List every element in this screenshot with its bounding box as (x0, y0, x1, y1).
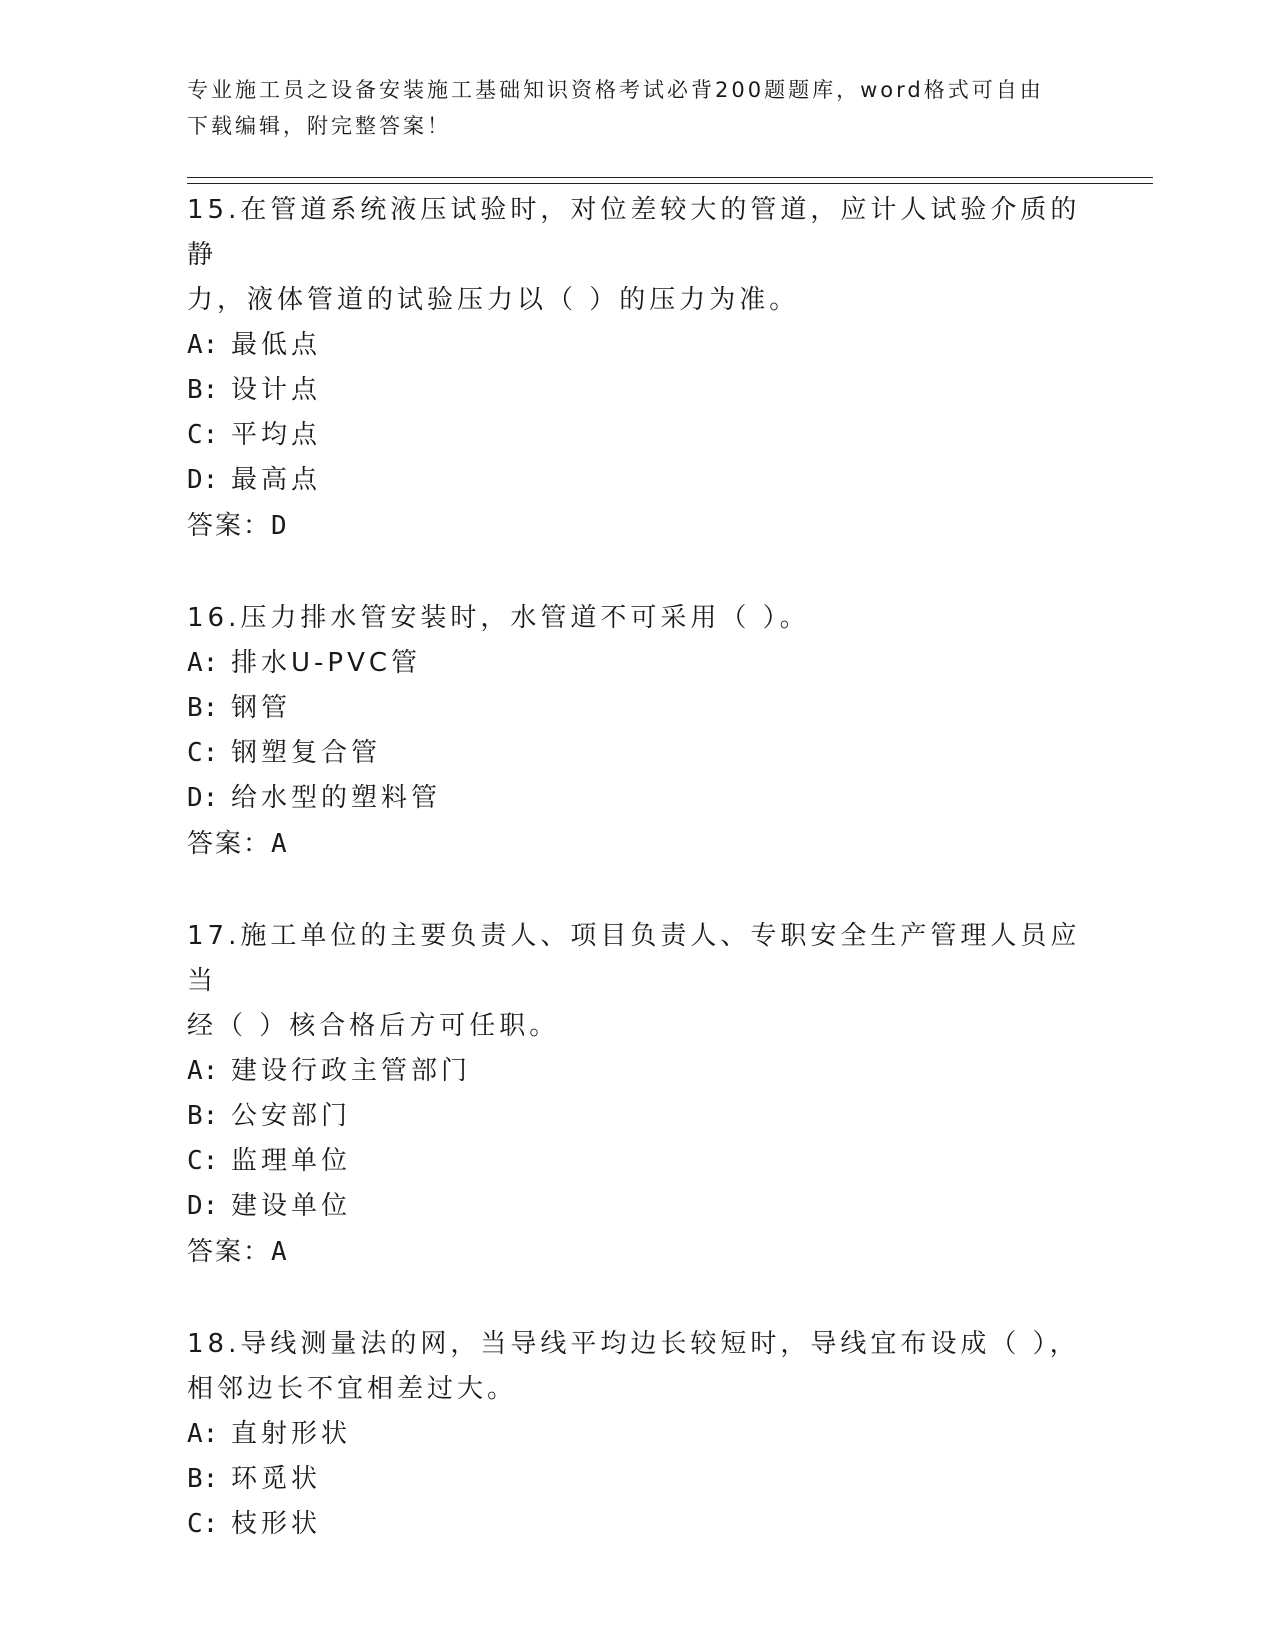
option-text: 给水型的塑料管 (231, 783, 442, 813)
question-stem-line: 15.在管道系统液压试验时，对位差较大的管道，应计人试验介质的静 (187, 195, 1081, 270)
question-stem (187, 1320, 1087, 1412)
answer-line (187, 503, 1087, 549)
question-stem-line: 16.压力排水管安装时，水管道不可采用（ ）。 (187, 603, 810, 633)
question-18 (187, 1320, 1087, 1547)
option-text: 建设行政主管部门 (231, 1056, 472, 1086)
option-a (187, 323, 1087, 368)
option-text: 枝形状 (231, 1509, 322, 1539)
option-text: 监理单位 (231, 1146, 352, 1176)
question-stem-line: 力，液体管道的试验压力以（ ）的压力为准。 (187, 285, 800, 315)
option-c (187, 1502, 1087, 1547)
answer-label: 答案： (187, 829, 272, 859)
option-letter: B: (187, 1101, 219, 1131)
option-a (187, 1412, 1087, 1457)
option-a (187, 641, 1087, 686)
option-letter: C: (187, 1146, 219, 1176)
option-c (187, 1139, 1087, 1184)
question-stem (187, 912, 1087, 1049)
option-letter: B: (187, 375, 219, 405)
option-letter: A: (187, 330, 219, 360)
option-b (187, 1457, 1087, 1502)
question-stem-line: 经（ ）核合格后方可任职。 (187, 1011, 560, 1041)
option-letter: B: (187, 693, 219, 723)
option-text: 公安部门 (231, 1101, 352, 1131)
question-17 (187, 912, 1087, 1275)
option-letter: C: (187, 738, 219, 768)
option-d (187, 776, 1087, 821)
option-letter: D: (187, 1191, 219, 1221)
option-text: 直射形状 (231, 1419, 352, 1449)
option-text: 排水U-PVC管 (231, 648, 422, 678)
header-line-1: 专业施工员之设备安装施工基础知识资格考试必背200题题库，word格式可自由 (187, 78, 1044, 102)
option-text: 平均点 (231, 420, 322, 450)
option-d (187, 458, 1087, 503)
answer-label: 答案： (187, 511, 272, 541)
answer-value: D (271, 511, 287, 541)
answer-label: 答案： (187, 1237, 272, 1267)
question-stem-line: 18.导线测量法的网，当导线平均边长较短时，导线宜布设成（ ）， (187, 1329, 1080, 1359)
option-text: 环觅状 (231, 1464, 322, 1494)
option-letter: A: (187, 1056, 219, 1086)
header-line-2: 下载编辑，附完整答案！ (187, 114, 451, 138)
option-text: 最高点 (231, 465, 322, 495)
option-b (187, 1094, 1087, 1139)
question-16 (187, 594, 1087, 867)
question-stem-line: 相邻边长不宜相差过大。 (187, 1374, 518, 1404)
question-stem (187, 186, 1087, 323)
option-letter: D: (187, 783, 219, 813)
option-b (187, 368, 1087, 413)
option-c (187, 413, 1087, 458)
option-text: 最低点 (231, 330, 322, 360)
option-text: 建设单位 (231, 1191, 352, 1221)
question-list (187, 186, 1087, 1592)
question-stem (187, 594, 1087, 641)
option-c (187, 731, 1087, 776)
option-a (187, 1049, 1087, 1094)
option-text: 钢塑复合管 (231, 738, 382, 768)
answer-value: A (271, 1237, 287, 1267)
option-d (187, 1184, 1087, 1229)
option-letter: D: (187, 465, 219, 495)
question-15 (187, 186, 1087, 549)
option-letter: A: (187, 648, 219, 678)
question-stem-line: 17.施工单位的主要负责人、项目负责人、专职安全生产管理人员应当 (187, 921, 1081, 996)
answer-line (187, 1229, 1087, 1275)
answer-line (187, 821, 1087, 867)
option-letter: B: (187, 1464, 219, 1494)
answer-value: A (271, 829, 287, 859)
option-b (187, 686, 1087, 731)
option-letter: A: (187, 1419, 219, 1449)
option-letter: C: (187, 1509, 219, 1539)
option-text: 钢管 (231, 693, 292, 723)
option-text: 设计点 (231, 375, 322, 405)
option-letter: C: (187, 420, 219, 450)
document-header (187, 72, 1067, 144)
header-double-rule (187, 177, 1153, 184)
